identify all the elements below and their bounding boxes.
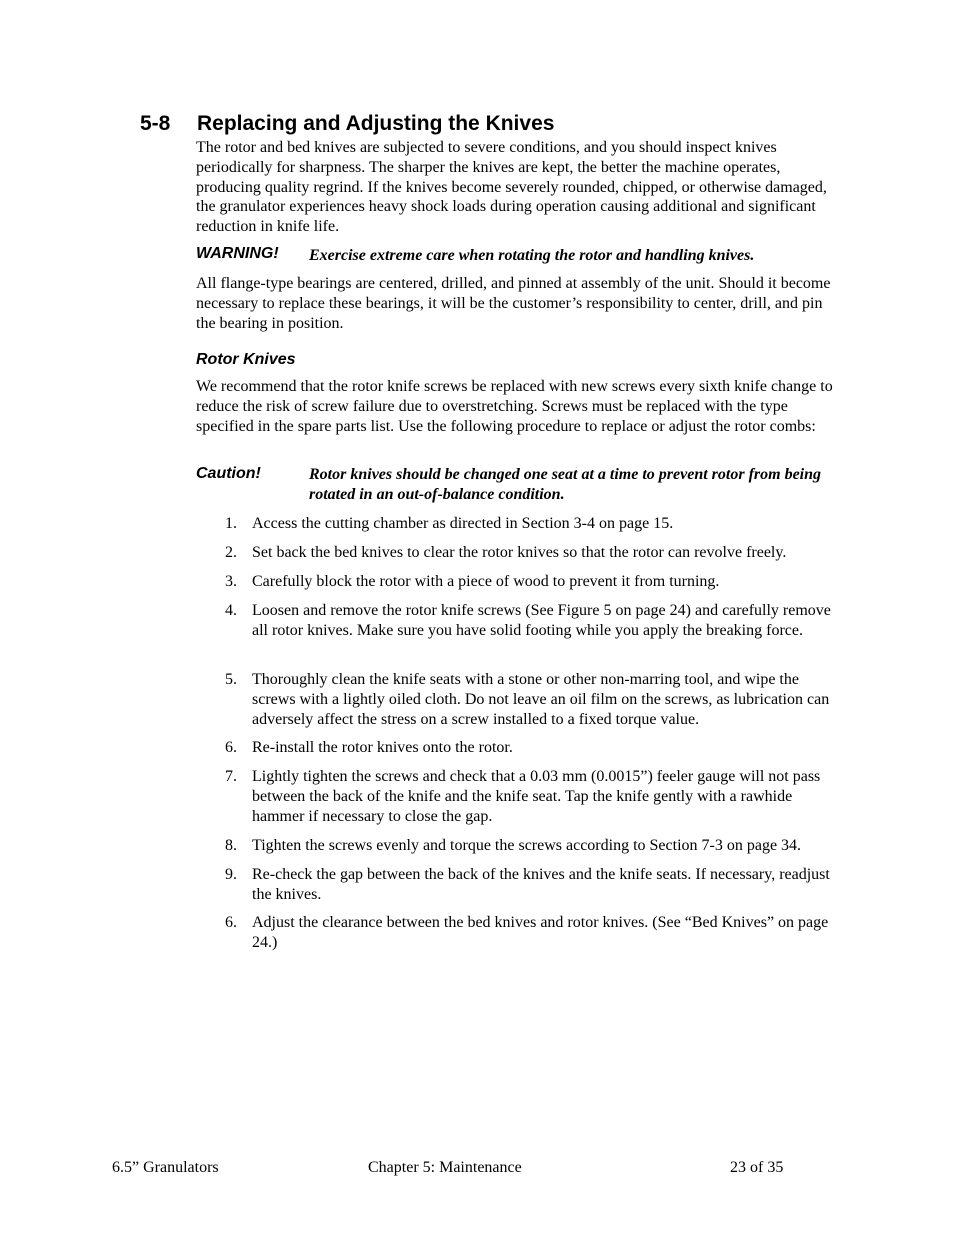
step-number: 9. [225, 866, 237, 883]
rotor-knives-heading: Rotor Knives [196, 351, 296, 368]
bearings-paragraph: All flange-type bearings are centered, drilled, and pinned at assembly of the unit. Should it become necessary to replace these bearings, it will be the customer’s responsibility to center, drill, and pin the bearing in position. [196, 275, 831, 332]
step-text: Tighten the screws evenly and torque the screws according to Section 7-3 on page 34. [252, 837, 802, 854]
step-text: Re-install the rotor knives onto the rotor. [252, 739, 513, 756]
step-number: 6. [225, 739, 237, 756]
step-number: 2. [225, 544, 237, 561]
step-number: 7. [225, 768, 237, 785]
warning-label: WARNING! [196, 245, 279, 262]
step-number: 4. [225, 602, 237, 619]
step-number: 6. [225, 914, 237, 931]
section-number: 5-8 [140, 112, 171, 135]
step-text: Re-check the gap between the back of the knives and the knife seats. If necessary, readjust the knives. [252, 866, 830, 903]
warning-text: Exercise extreme care when rotating the rotor and handling knives. [309, 247, 755, 264]
step-number: 5. [225, 671, 237, 688]
section-heading [140, 112, 554, 136]
section-title: Replacing and Adjusting the Knives [197, 112, 555, 135]
footer-chapter: Chapter 5: Maintenance [368, 1159, 522, 1176]
step-text: Carefully block the rotor with a piece of wood to prevent it from turning. [252, 573, 720, 590]
step-text: Access the cutting chamber as directed in Section 3-4 on page 15. [252, 515, 674, 532]
footer-document-title: 6.5” Granulators [112, 1159, 219, 1176]
step-number: 3. [225, 573, 237, 590]
intro-paragraph: The rotor and bed knives are subjected to severe conditions, and you should inspect knives periodically for sharpness. The sharper the knives are kept, the better the machine operates, producing quality regrind. If the knives become severely rounded, chipped, or otherwise damaged, the granulator experiences heavy shock loads during operation causing additional and significant reduction in knife life. [196, 139, 827, 236]
step-text: Lightly tighten the screws and check that a 0.03 mm (0.0015”) feeler gauge will not pass between the back of the knife and the knife seat. Tap the knife gently with a rawhide hammer if necessary to close the gap. [252, 768, 821, 825]
step-number: 1. [225, 515, 237, 532]
caution-label: Caution! [196, 465, 261, 482]
footer-page-number: 23 of 35 [730, 1159, 784, 1176]
step-text: Set back the bed knives to clear the rotor knives so that the rotor can revolve freely. [252, 544, 787, 561]
caution-text: Rotor knives should be changed one seat at a time to prevent rotor from being rotated in an out-of-balance condition. [309, 466, 822, 503]
step-text: Adjust the clearance between the bed knives and rotor knives. (See “Bed Knives” on page 24.) [252, 914, 829, 951]
step-number: 8. [225, 837, 237, 854]
rotor-knives-intro: We recommend that the rotor knife screws be replaced with new screws every sixth knife change to reduce the risk of screw failure due to overstretching. Screws must be replaced with the type specified in the spare parts list. Use the following procedure to replace or adjust the rotor combs: [196, 378, 833, 435]
step-text: Loosen and remove the rotor knife screws (See Figure 5 on page 24) and carefully remove all rotor knives. Make sure you have solid footing while you apply the breaking force. [252, 602, 831, 639]
step-text: Thoroughly clean the knife seats with a stone or other non-marring tool, and wipe the screws with a lightly oiled cloth. Do not leave an oil film on the screws, as lubrication can adversely affect the stress on a screw installed to a fixed torque value. [252, 671, 830, 728]
